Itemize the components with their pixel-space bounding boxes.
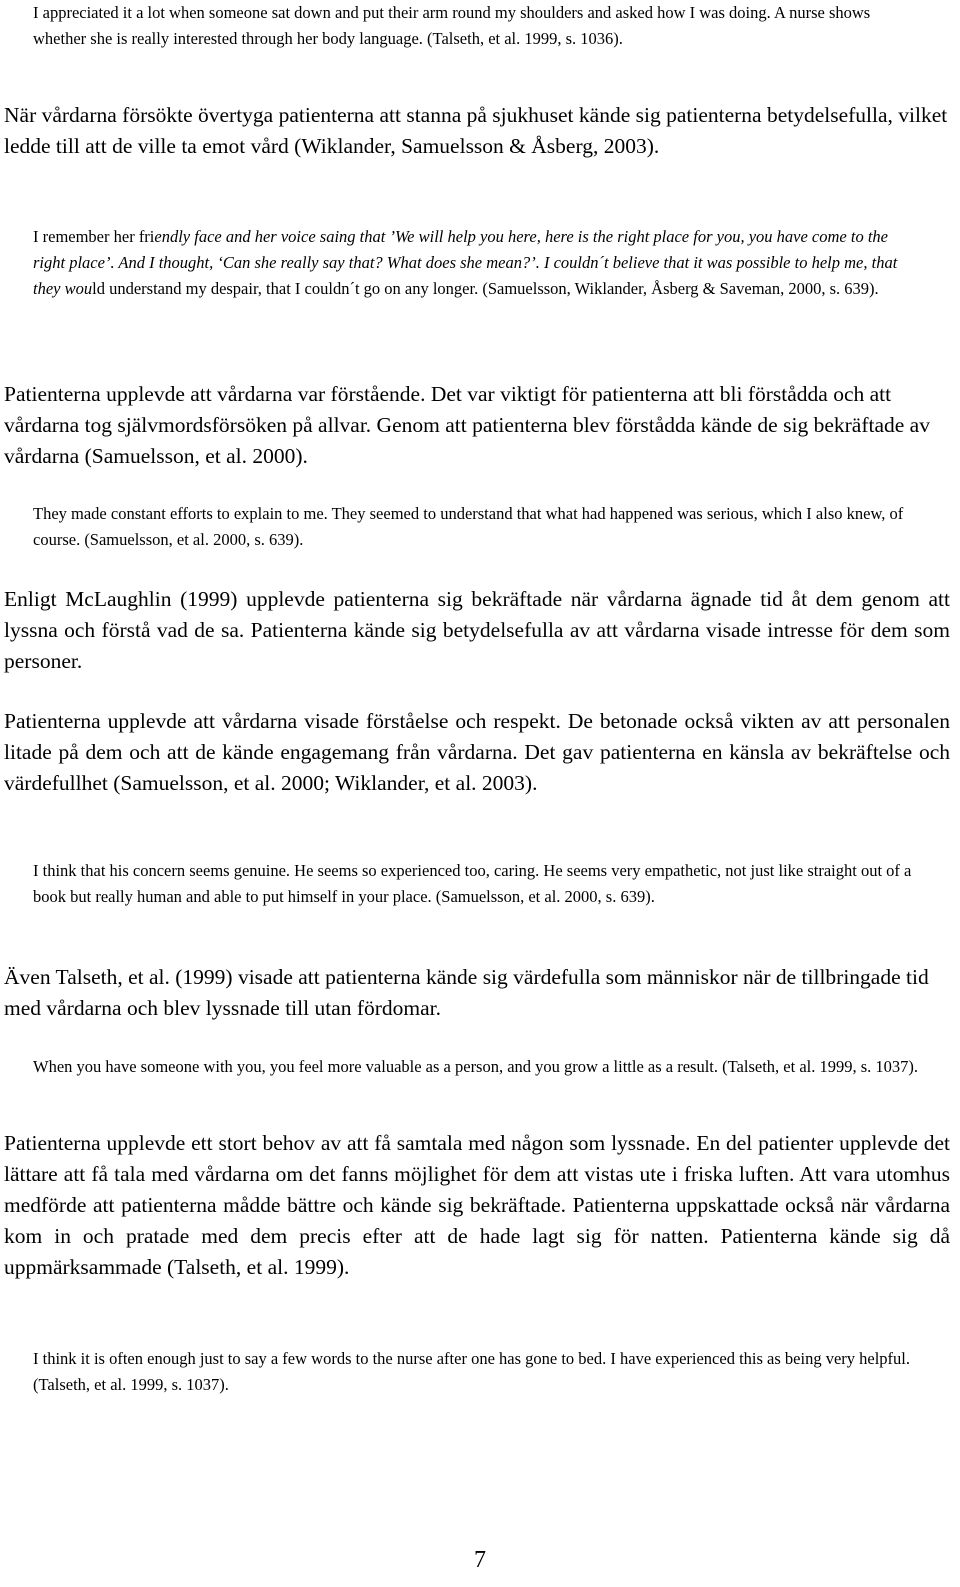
page-number: 7 bbox=[474, 1547, 486, 1573]
body-paragraph: Patienterna upplevde ett stort behov av att få samtala med någon som lyssnade. En del patienter upplevde det lättare att få tala med vårdarna om det fanns möjlighet för dem att vistas ute i friska luften. Att vara utomhus medförde att patienterna mådde bättre och kände sig bekräftade. Patienterna uppskattade också när vårdarna kom in och pratade med dem precis efter att de hade lagt sig för natten. Patienterna kände sig då uppmärksammade (Talseth, et al. 1999). bbox=[4, 1131, 950, 1279]
quote-text-italic: endly face and her voice saing that ’We will help you here, here is the right place for you, you have come to the right place’. And I thought, ‘Can she really say that? What does she mean?’. I couldn´t believe that it was possible to help me, that they wou bbox=[33, 227, 898, 298]
quote-block: I think it is often enough just to say a few words to the nurse after one has gone to bed. I have experienced this as being very helpful. (Talseth, et al. 1999, s. 1037). bbox=[33, 1349, 911, 1394]
body-paragraph: Enligt McLaughlin (1999) upplevde patienterna sig bekräftade när vårdarna ägnade tid åt dem genom att lyssna och förstå vad de sa. Patienterna kände sig betydelsefulla av att vårdarna visade intresse för dem som personer. bbox=[4, 587, 950, 673]
quote-block: I think that his concern seems genuine. He seems so experienced too, caring. He seems very empathetic, not just like straight out of a book but really human and able to put himself in your place. (Samuelsson, et al. 2000, s. 639). bbox=[33, 861, 912, 906]
body-paragraph: Patienterna upplevde att vårdarna visade förståelse och respekt. De betonade också vikten av att personalen litade på dem och att de kände engagemang från vårdarna. Det gav patienterna en känsla av bekräftelse och värdefullhet (Samuelsson, et al. 2000; Wiklander, et al. 2003). bbox=[4, 709, 950, 795]
body-paragraph: När vårdarna försökte övertyga patienterna att stanna på sjukhuset kände sig patienterna betydelsefulla, vilket ledde till att de ville ta emot vård (Wiklander, Samuelsson & Åsberg, 2003). bbox=[4, 103, 948, 158]
quote-block bbox=[33, 224, 919, 302]
quote-text-plain: ld understand my despair, that I couldn´t go on any longer. (Samuelsson, Wiklander, Åsberg & Saveman, 2000, s. 639). bbox=[92, 279, 879, 298]
quote-block: When you have someone with you, you feel more valuable as a person, and you grow a little as a result. (Talseth, et al. 1999, s. 1037). bbox=[33, 1057, 919, 1076]
quote-block: They made constant efforts to explain to me. They seemed to understand that what had happened was serious, which I also knew, of course. (Samuelsson, et al. 2000, s. 639). bbox=[33, 504, 904, 549]
quote-block: I appreciated it a lot when someone sat down and put their arm round my shoulders and asked how I was doing. A nurse shows whether she is really interested through her body language. (Talseth, et al. 1999, s. 1036). bbox=[33, 3, 871, 48]
quote-text-plain: I remember her fri bbox=[33, 227, 155, 246]
body-paragraph: Patienterna upplevde att vårdarna var förstående. Det var viktigt för patienterna att bli förstådda och att vårdarna tog självmordsförsöken på allvar. Genom att patienterna blev förstådda kände de sig bekräftade av vårdarna (Samuelsson, et al. 2000). bbox=[4, 382, 930, 468]
body-paragraph: Även Talseth, et al. (1999) visade att patienterna kände sig värdefulla som människor när de tillbringade tid med vårdarna och blev lyssnade till utan fördomar. bbox=[4, 965, 929, 1020]
